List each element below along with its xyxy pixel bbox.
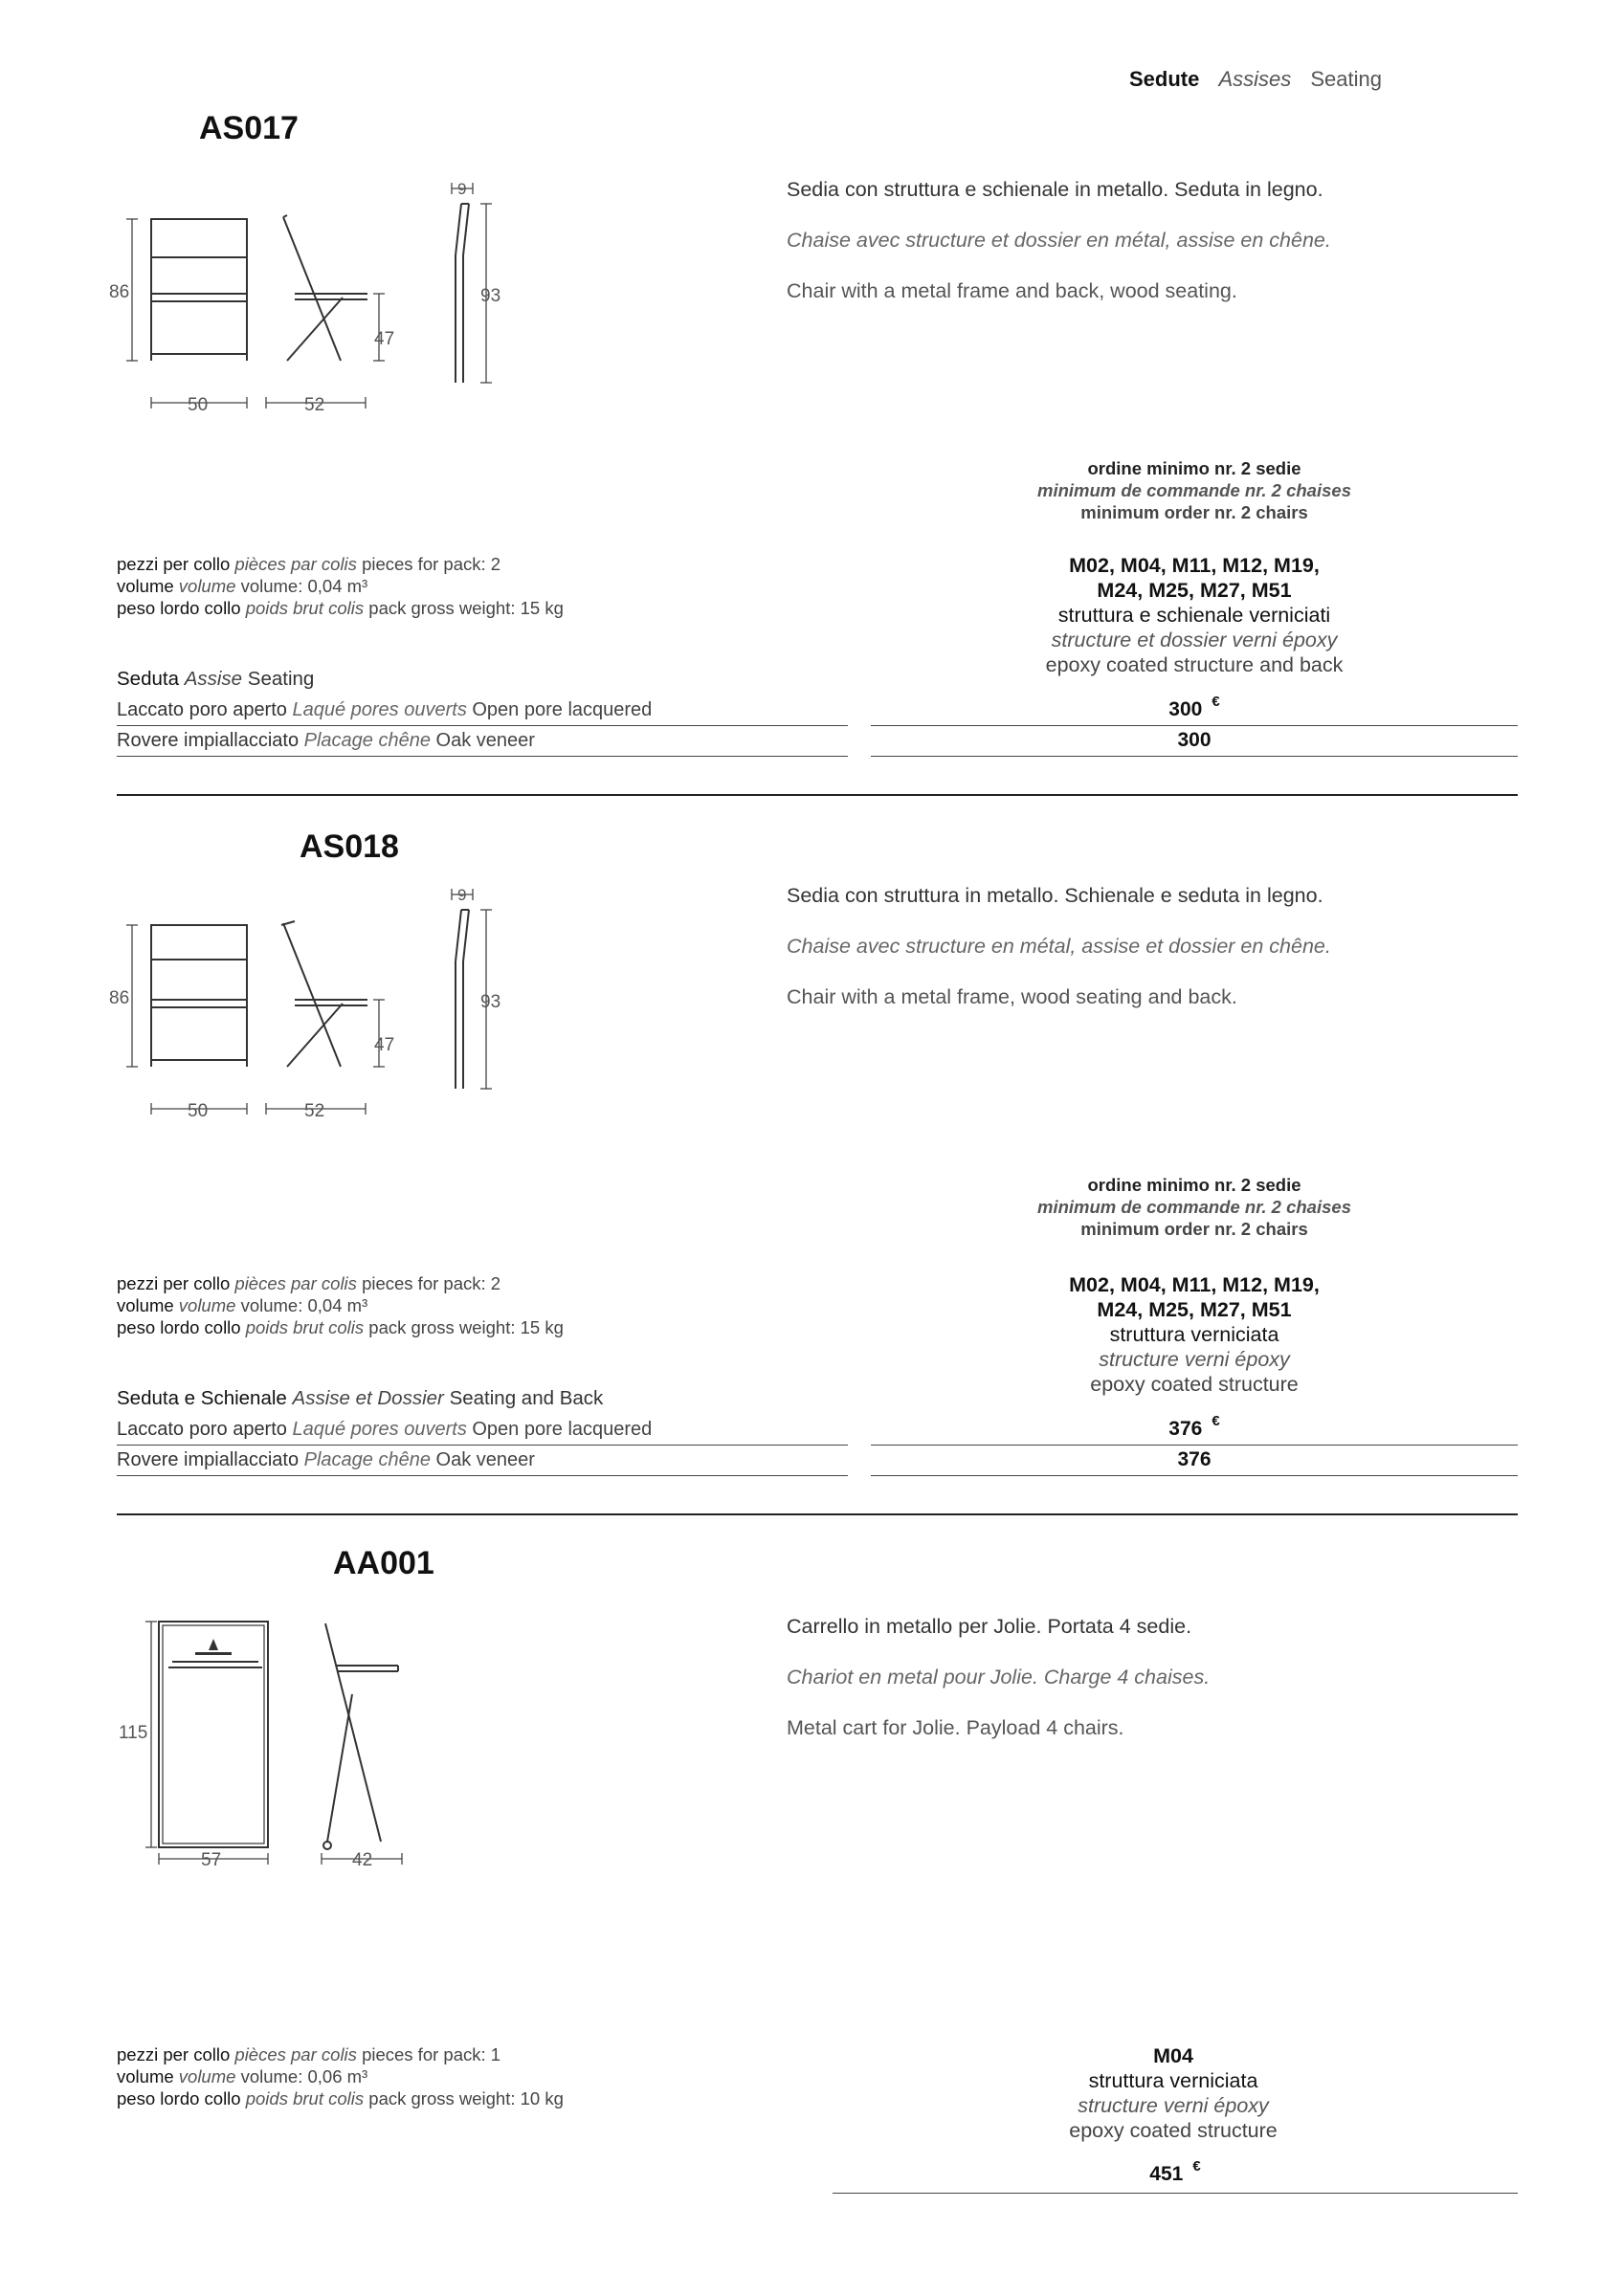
finish-fr: structure et dossier verni époxy <box>1051 629 1338 651</box>
chair-drawing-as017 <box>105 177 526 415</box>
price: 300 <box>1168 698 1203 720</box>
wheel-icon <box>323 1842 331 1849</box>
finish-codes: M02, M04, M11, M12, M19, <box>1069 1273 1320 1296</box>
chair-folded-view <box>456 910 469 1089</box>
desc-en: Chair with a metal frame, wood seating and back. <box>787 984 1237 1008</box>
dim-folded-height: 93 <box>480 992 501 1012</box>
section-header <box>1129 67 1382 92</box>
product-code: AS017 <box>199 110 299 146</box>
dim-height: 86 <box>109 282 130 302</box>
chair-folded-view <box>456 204 469 383</box>
header-fr: Assises <box>1218 67 1292 91</box>
dim-height: 86 <box>109 988 130 1008</box>
option-label: Seduta Assise Seating <box>117 668 315 690</box>
finish-codes-2: M24, M25, M27, M51 <box>1097 579 1292 602</box>
min-order <box>974 457 1414 523</box>
finish-en: epoxy coated structure <box>1090 1373 1299 1396</box>
finish-fr: structure verni époxy <box>1078 2094 1269 2117</box>
currency: € <box>1212 694 1220 710</box>
min-order-en: minimum order nr. 2 chairs <box>1080 502 1308 522</box>
price-cell <box>871 1445 1518 1476</box>
price: 376 <box>1177 1448 1212 1470</box>
product-description <box>787 1615 1210 1766</box>
price-cell <box>871 725 1518 757</box>
dim-seat-height: 47 <box>374 329 395 349</box>
desc-fr: Chariot en metal pour Jolie. Charge 4 chaises. <box>787 1665 1211 1689</box>
finish-info <box>974 553 1414 677</box>
min-order-fr: minimum de commande nr. 2 chaises <box>1037 1197 1351 1217</box>
option-row: Rovere impiallacciato Placage chêne Oak veneer <box>117 1445 848 1476</box>
pack-info: pezzi per collo pièces par colis pieces for pack: 1 volume volume volume: 0,06 m³ peso lordo collo poids brut colis pack gross weight: 10 kg <box>117 2044 564 2108</box>
cart-side-view <box>325 1623 398 1842</box>
product-code: AS018 <box>300 828 399 865</box>
price-cell <box>871 695 1518 726</box>
desc-fr: Chaise avec structure et dossier en métal, assise en chêne. <box>787 228 1331 252</box>
option-row: Laccato poro aperto Laqué pores ouverts Open pore lacquered <box>117 695 848 726</box>
header-en: Seating <box>1310 67 1382 91</box>
finish-it: struttura verniciata <box>1088 2069 1258 2092</box>
min-order-en: minimum order nr. 2 chairs <box>1080 1219 1308 1239</box>
finish-info <box>974 1272 1414 1397</box>
finish-codes: M02, M04, M11, M12, M19, <box>1069 554 1320 577</box>
price: 376 <box>1168 1418 1203 1440</box>
finish-fr: structure verni époxy <box>1099 1348 1290 1371</box>
min-order-fr: minimum de commande nr. 2 chaises <box>1037 480 1351 500</box>
finish-codes: M04 <box>1153 2044 1193 2067</box>
price-cell <box>871 1414 1518 1446</box>
dim-width: 57 <box>201 1850 222 1870</box>
option-row: Laccato poro aperto Laqué pores ouverts Open pore lacquered <box>117 1414 848 1446</box>
dim-width: 50 <box>188 395 209 415</box>
cart-drawing-aa001 <box>115 1612 421 1870</box>
chair-side-view <box>281 921 367 1067</box>
product-description <box>787 178 1331 329</box>
desc-en: Metal cart for Jolie. Payload 4 chairs. <box>787 1715 1124 1739</box>
dim-depth: 52 <box>304 395 325 415</box>
desc-it: Sedia con struttura in metallo. Schienale e seduta in legno. <box>787 884 1323 907</box>
dim-depth: 42 <box>352 1850 373 1870</box>
min-order-it: ordine minimo nr. 2 sedie <box>1087 1175 1301 1195</box>
dim-folded-height: 93 <box>480 286 501 306</box>
header-it: Sedute <box>1128 67 1200 91</box>
dim-folded-depth: 9 <box>457 180 467 198</box>
desc-fr: Chaise avec structure en métal, assise et dossier en chêne. <box>787 934 1331 958</box>
dim-seat-height: 47 <box>374 1035 395 1055</box>
chair-front-view <box>151 925 247 1067</box>
desc-it: Sedia con struttura e schienale in metallo. Seduta in legno. <box>787 178 1323 201</box>
dim-height: 115 <box>119 1723 148 1743</box>
dim-depth: 52 <box>304 1101 325 1121</box>
finish-en: epoxy coated structure and back <box>1045 653 1344 676</box>
currency: € <box>1192 2158 1201 2175</box>
dimension-lines <box>126 183 492 408</box>
finish-it: struttura e schienale verniciati <box>1057 604 1331 627</box>
finish-codes-2: M24, M25, M27, M51 <box>1097 1298 1292 1321</box>
chair-side-view <box>283 215 367 361</box>
chair-drawing-as018 <box>105 883 526 1121</box>
section-divider <box>117 1513 1518 1515</box>
finish-en: epoxy coated structure <box>1069 2119 1278 2142</box>
section-divider <box>117 794 1518 796</box>
price-cell <box>833 2156 1518 2194</box>
product-code: AA001 <box>333 1545 434 1581</box>
min-order <box>974 1174 1414 1240</box>
cart-front-view <box>159 1622 268 1847</box>
pack-info: pezzi per collo pièces par colis pieces for pack: 2 volume volume volume: 0,04 m³ peso lordo collo poids brut colis pack gross weight: 15 kg <box>117 1273 564 1337</box>
dim-width: 50 <box>188 1101 209 1121</box>
option-row: Rovere impiallacciato Placage chêne Oak veneer <box>117 725 848 757</box>
dim-folded-depth: 9 <box>457 886 467 904</box>
currency: € <box>1212 1413 1220 1429</box>
dimension-lines <box>145 1622 402 1865</box>
pack-info: pezzi per collo pièces par colis pieces for pack: 2 volume volume volume: 0,04 m³ peso lordo collo poids brut colis pack gross weight: 15 kg <box>117 554 564 618</box>
price: 300 <box>1177 729 1212 751</box>
finish-info <box>953 2043 1393 2143</box>
product-description <box>787 884 1331 1035</box>
dimension-lines <box>126 889 492 1115</box>
desc-it: Carrello in metallo per Jolie. Portata 4 sedie. <box>787 1615 1192 1638</box>
min-order-it: ordine minimo nr. 2 sedie <box>1087 458 1301 478</box>
brand-logo <box>195 1639 232 1655</box>
price: 451 <box>1149 2163 1184 2185</box>
desc-en: Chair with a metal frame and back, wood seating. <box>787 278 1237 302</box>
option-label: Seduta e Schienale Assise et Dossier Seating and Back <box>117 1387 604 1409</box>
finish-it: struttura verniciata <box>1109 1323 1279 1346</box>
chair-front-view <box>151 219 247 361</box>
